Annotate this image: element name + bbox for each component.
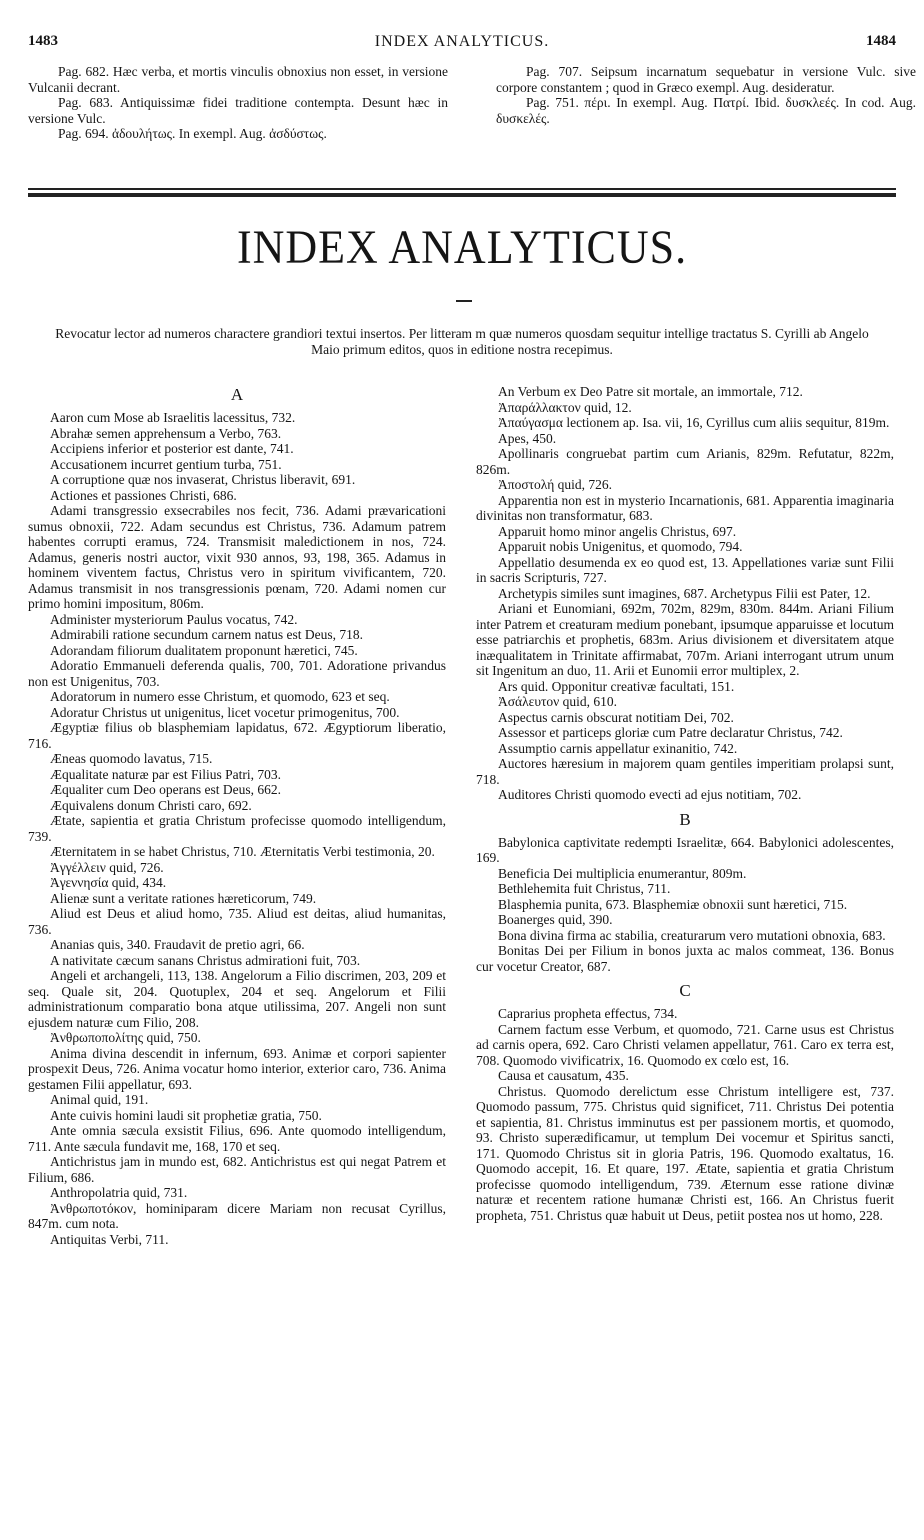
index-entry: Actiones et passiones Christi, 686. [50,487,237,503]
title-dash [456,300,472,302]
section-a-entries [28,410,446,1247]
left-column [28,384,446,1247]
note-paragraph: Pag. 682. Hæc verba, et mortis vinculis obnoxius non esset, in versione Vulcanii decrant. [28,64,448,95]
index-entry: Ἀγγέλλειν quid, 726. [50,859,164,875]
index-entry: Apollinaris congruebat partim cum Arianis, 829m. Refutatur, 822m, 826m. [476,446,894,477]
index-entry: Beneficia Dei multiplicia enumerantur, 809m. [498,865,747,881]
index-entry: Ἀνθρωποπολίτης quid, 750. [50,1030,201,1045]
index-entry: Adoratio Emmanueli deferenda qualis, 700, 701. Adorationе privandus non est Unigenitus, 703. [28,658,446,689]
section-b-entries [476,835,894,975]
index-entry: Apparuit homo minor angelis Christus, 697. [498,523,737,539]
index-entry: Æqualitate naturæ par est Filius Patri, 703. [50,766,281,782]
index-entry: Babylonica captivitate redempti Israelitæ, 664. Babylonici adolescentes, 169. [476,834,894,865]
index-entry: Animal quid, 191. [50,1092,149,1107]
index-entry: Ætate, sapientia et gratia Christum profecisse quomodo intelligendum, 739. [28,813,446,844]
index-entry: Æternitatem in se habet Christus, 710. Æternitatis Verbi testimonia, 20. [50,844,435,859]
top-notes-left-column [28,64,448,142]
index-entry: Assessor et particeps gloriæ cum Patre declaratur Christus, 742. [498,725,843,740]
index-entry: Aspectus carnis obscurat notitiam Dei, 702. [498,709,734,725]
index-entry: Appellatio desumenda ex eo quod est, 13. Appellationes variæ sunt Filii in sacris Scripturis, 727. [476,554,894,585]
top-notes-right-column [496,64,916,126]
index-entry: Ars quid. Opponitur creativæ facultati, 151. [498,678,735,694]
index-entry: Administer mysteriorum Paulus vocatus, 742. [50,611,298,627]
thick-rule [28,193,896,197]
index-entry: Boanerges quid, 390. [498,912,613,927]
index-entry: An Verbum ex Deo Patre sit mortale, an immortale, 712. [498,384,803,399]
index-entry: Bonitas Dei per Filium in bonos juxta ac malos commeat, 136. Bonus cur vocetur Creator, 687. [476,943,894,974]
index-entry: Bethlehemita fuit Christus, 711. [498,881,671,896]
index-entry: Ἀνθρωποτόκον, hominiparam dicere Mariam non recusat Cyrillus, 847m. cum nota. [28,1200,446,1231]
index-entry: Ante cuivis homini laudi sit prophetiæ gratia, 750. [50,1107,322,1123]
index-entry: Æquivalens donum Christi caro, 692. [50,797,252,813]
index-entry: Bona divina firma ac stabilia, creaturarum vero mutationi obnoxia, 683. [498,927,886,943]
index-entry: Adami transgressio exsecrabiles nos fecit, 736. Adami prævaricationi sumus obnoxii, 722. Adam secundus est Christus, 736. Adamum patrem habentes corrupti eramus, 724. Transmisit maledictionem in nos, 724. Adamus, generis nostri auctor, vixit 930 annos, 93, 198, 365. Adamus in hominem viventem factus, Christus vero in spiritum vivificantem, 720. Adamus transmisit in nos transgressionis pœnam, 720. Adami nomen cur primo homini impositum, 806m. [28,503,446,611]
index-entry: Anthropolatria quid, 731. [50,1185,188,1200]
right-column [476,384,894,1223]
index-entry: Æneas quomodo lavatus, 715. [50,751,213,766]
index-entry: Adoratorum in numero esse Christum, et quomodo, 623 et seq. [50,689,390,704]
index-entry: Anima divina descendit in infernum, 693. Animæ et corpori sapienter prospexit Deus, 726. Anima vocatur homo interior, exterior caro, 736. Anima gestamen Filii appellatur, 693. [28,1045,446,1092]
index-entry: Ariani et Eunomiani, 692m, 702m, 829m, 830m. 844m. Ariani Filium inter Patrem et creaturam medium ponebant, ipsumque apparuisse et locutum esse patriarchis et prophetis, 683m. Arius divisionem et diversitatem atque inæqualitatem in Trinitate affirmabat, 707m. Ariani interrogant utrum unum sit Ingenitum an duo, 11. Arii et Eunomii error multiplex, 2. [476,601,894,678]
index-entry: Apparuit nobis Unigenitus, et quomodo, 794. [498,539,743,554]
index-entry: Aliud est Deus et aliud homo, 735. Aliud est deitas, aliud humanitas, 736. [28,906,446,937]
index-entry: Adorandam filiorum dualitatem proponunt hæretici, 745. [50,642,358,658]
section-letter-c: C [679,981,691,1000]
index-entry: Carnem factum esse Verbum, et quomodo, 721. Carne usus est Christus ad carnis opera, 692. Caro Christi velamen appellatur, 761. Caro ex terra est, 708. Quomodo vivificatrix, 16. Quomodo ex cœlo est, 16. [476,1021,894,1068]
index-entry: Adoratur Christus ut unigenitus, licet vocetur primogenitus, 700. [50,704,400,720]
index-entry: Assumptio carnis appellatur exinanitio, 742. [498,740,738,756]
page-number-left: 1483 [28,33,58,49]
note-paragraph: Pag. 707. Seipsum incarnatum sequebatur in versione Vulc. sive corpore constantem ; quod in Græco exempl. Aug. desideratur. [496,64,916,95]
index-entry: Apparentia non est in mysterio Incarnationis, 681. Apparentia imaginaria divinitas non transformatur, 683. [476,492,894,523]
index-entry: Ἀγεννησία quid, 434. [50,875,167,890]
section-letter-a: A [230,385,244,404]
index-entry: Ægyptiæ filius ob blasphemiam lapidatus, 672. Ægyptiorum liberatio, 716. [28,720,446,751]
page-number-right: 1484 [866,33,896,49]
note-paragraph: Pag. 694. ἀδουλήτως. In exempl. Aug. ἀσδύστως. [58,126,327,141]
index-entry: Ante omnia sæcula exsistit Filius, 696. Ante quomodo intelligendum, 711. Ante sæcula fundavit me, 168, 170 et seq. [28,1123,446,1154]
intro-note: Revocatur lector ad numeros charactere grandiori textui insertos. Per litteram m quæ numeros quosdam sequitur intellige tractatus S. Cyrilli ab Angelo Maio primum editos, quos in editione nostra recepimus. [55,326,869,357]
index-entry: Antichristus jam in mundo est, 682. Antichristus est qui negat Patrem et Filium, 686. [28,1154,446,1185]
running-title: INDEX ANALYTICUS. [374,33,550,50]
main-title: INDEX ANALYTICUS. [236,221,688,274]
index-entry: Alienæ sunt a veritate rationes hæreticorum, 749. [50,890,317,906]
index-entry: Ἀπαύγασμα lectionem ap. Isa. vii, 16, Cyrillus cum aliis sequitur, 819m. [498,415,890,430]
index-entry: Auditores Christi quomodo evecti ad ejus notitiam, 702. [498,787,802,802]
double-rule-divider [28,188,896,198]
section-a-entries-continued [476,384,894,803]
note-paragraph: Pag. 751. πέρι. In exempl. Aug. Πατρί. Ibid. δυσκλεές. In cod. Aug. δυσκελές. [496,95,916,126]
index-entry: Blasphemia punita, 673. Blasphemiæ obnoxii sunt hæretici, 715. [498,896,848,912]
index-entry: Auctores hæresium in majorem quam gentiles imperitiam prolapsi sunt, 718. [476,756,894,787]
index-entry: Ἀπαράλλακτον quid, 12. [498,399,632,415]
running-header [28,33,896,53]
index-entry: Accipiens inferior et posterior est dante, 741. [50,441,294,456]
index-entry: Abrahæ semen apprehensum a Verbo, 763. [50,425,282,441]
index-entry: Ἀποστολή quid, 726. [498,477,613,492]
index-entry: Christus. Quomodo derelictum esse Christum intelligere est, 737. Quomodo passum, 775. Christus quid significet, 711. Christus Dei potentia et sapientia, 81. Christus imminutus est per passionem mortis, et quomodo, 93. Christo superædificamur, ut templum Dei vocemur et Spiritus sancti, 171. Quomodo Christus sit in gloria Patris, 196. Quomodo exaltatus, 16. Quomodo accepit, 16. Et quare, 197. Ætate, sapientia et gratia Christum profecisse quomodo intelligendum, 739. Æternum esse ratione divinæ naturæ et recentem ratione humanæ Christi est, 166. An Christus fuerit propheta, 751. Christus quæ habuit ut Deus, petiit postea nos ut homo, 228. [476,1083,894,1223]
index-entry: A nativitate cæcum sanans Christus admirationi fuit, 703. [50,952,361,968]
top-notes [28,64,916,164]
index-entry: Angeli et archangeli, 113, 138. Angelorum a Filio discrimen, 203, 209 et seq. Quale sit, 204. Quotuplex, 204 et seq. Angelorum et Filii administrationum comparatio bona atque utilissima, 207. Angeli non sunt ejusdem naturæ cum Filio, 208. [28,968,446,1030]
index-entry: Caprarius propheta effectus, 734. [498,1006,678,1021]
index-entry: Causa et causatum, 435. [498,1068,629,1083]
section-letter-b: B [679,809,691,829]
thin-rule [28,188,896,190]
index-entry: Antiquitas Verbi, 711. [50,1231,169,1247]
section-c-entries [476,1006,894,1223]
note-paragraph: Pag. 683. Antiquissimæ fidei traditione contempta. Desunt hæc in versione Vulc. [28,95,448,126]
index-entry: Admirabili ratione secundum carnem natus est Deus, 718. [50,627,364,642]
index-entry: Aaron cum Mose ab Israelitis lacessitus, 732. [50,410,296,425]
index-entry: Ananias quis, 340. Fraudavit de pretio agri, 66. [50,937,305,952]
index-entry: Archetypis similes sunt imagines, 687. Archetypus Filii est Pater, 12. [498,585,871,601]
index-entry: Ἀσάλευτον quid, 610. [498,694,618,709]
index-entry: Æqualiter cum Deo operans est Deus, 662. [50,782,281,797]
index-entry: A corruptione quæ nos invaserat, Christus liberavit, 691. [50,472,356,487]
index-entry: Apes, 450. [498,430,557,446]
index-entry: Accusationem incurret gentium turba, 751. [50,456,282,472]
